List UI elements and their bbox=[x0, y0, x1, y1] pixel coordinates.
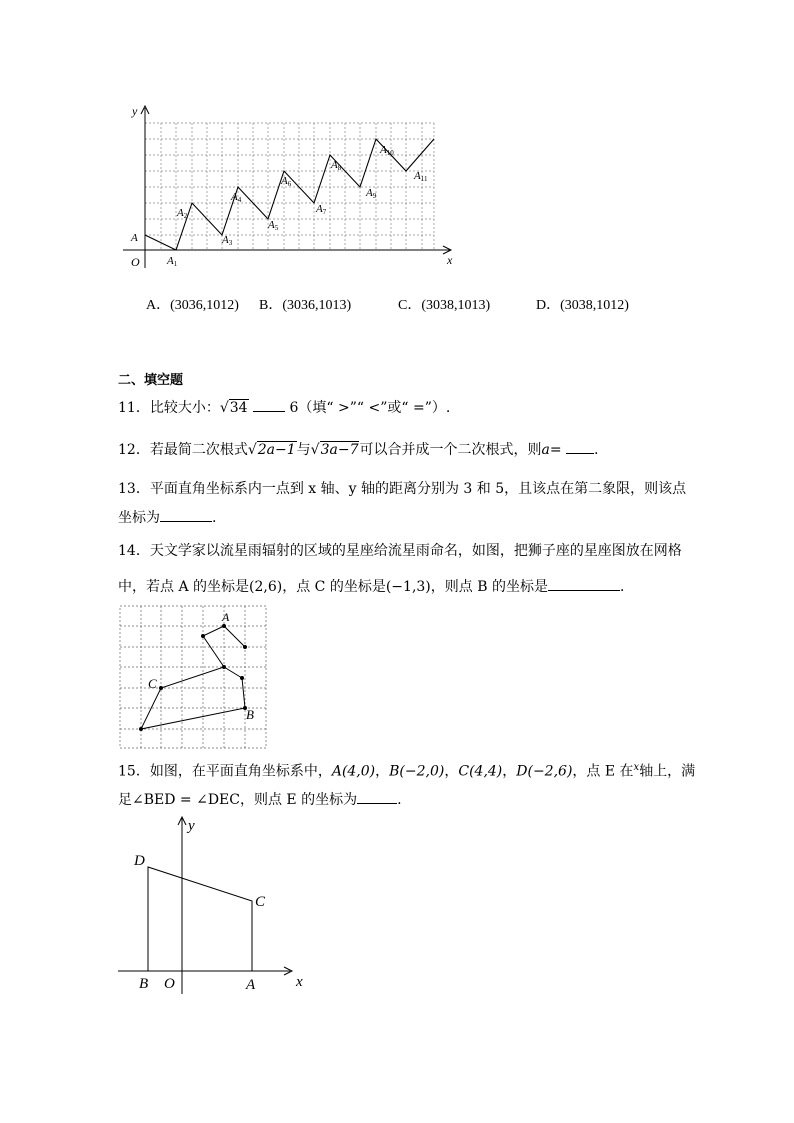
question-15-line1: 15．如图，在平面直角坐标系中，A(4,0)，B(−2,0)，C(4,4)，D(−2,6)，点 E 在$^x$轴上，满 bbox=[118, 762, 696, 780]
point-label-A6: A6 bbox=[281, 175, 292, 188]
question-11: 11．比较大小：√34 6（填“ >”“ <”或“ =”）. bbox=[118, 400, 451, 416]
option-c[interactable]: C．(3038,1013) bbox=[398, 298, 491, 313]
quadrilateral-figure bbox=[118, 812, 308, 994]
answer-blank-12[interactable] bbox=[566, 453, 594, 454]
point-label-A11: A11 bbox=[414, 170, 428, 183]
point-label-A: A bbox=[222, 610, 230, 624]
question-13-line2: 坐标为 . bbox=[118, 510, 217, 526]
section-heading: 二、填空题 bbox=[118, 373, 184, 388]
point-label-C: C bbox=[148, 676, 157, 691]
x-axis-label: x bbox=[296, 974, 303, 990]
point-label-A10: A10 bbox=[380, 144, 394, 157]
origin-label: O bbox=[131, 255, 140, 269]
option-b[interactable]: B．(3036,1013) bbox=[259, 298, 352, 313]
point-label-B: B bbox=[139, 976, 149, 992]
option-a[interactable]: A．(3036,1012) bbox=[146, 298, 239, 313]
question-14-line2: 中，若点 A 的坐标是(2,6)，点 C 的坐标是(−1,3)，则点 B 的坐标是 ． bbox=[118, 579, 634, 595]
staircase-figure bbox=[115, 98, 465, 270]
y-axis-label: y bbox=[132, 104, 138, 118]
point-label-A4: A4 bbox=[231, 191, 242, 204]
answer-blank-14[interactable] bbox=[548, 590, 620, 591]
point-label-A: A bbox=[131, 232, 138, 244]
question-14-line1: 14．天文学家以流星雨辐射的区域的星座给流星雨命名，如图，把狮子座的星座图放在网格 bbox=[118, 543, 682, 559]
point-label-A5: A5 bbox=[268, 219, 279, 232]
option-d[interactable]: D．(3038,1012) bbox=[536, 298, 629, 313]
point-label-A3: A3 bbox=[222, 234, 233, 247]
answer-blank-15[interactable] bbox=[357, 803, 397, 804]
answer-blank-11[interactable] bbox=[253, 411, 285, 412]
constellation-figure bbox=[118, 604, 270, 752]
y-axis-label: y bbox=[188, 818, 195, 834]
question-13-line1: 13．平面直角坐标系内一点到 x 轴、y 轴的距离分别为 3 和 5，且该点在第二象限，则该点 bbox=[118, 481, 687, 497]
point-label-A: A bbox=[246, 977, 256, 993]
question-15-line2: 足∠BED = ∠DEC，则点 E 的坐标为 . bbox=[118, 792, 402, 808]
point-label-D: D bbox=[134, 853, 145, 869]
question-12: 12．若最简二次根式√2a−1与√3a−7可以合并成一个二次根式，则a= . bbox=[118, 442, 599, 458]
point-label-A9: A9 bbox=[366, 187, 377, 200]
point-label-A8: A8 bbox=[331, 159, 342, 172]
point-label-B: B bbox=[246, 707, 254, 722]
point-label-A2: A2 bbox=[177, 207, 188, 220]
x-axis-label: x bbox=[447, 253, 453, 267]
point-label-A7: A7 bbox=[316, 203, 327, 216]
point-label-C: C bbox=[255, 894, 266, 910]
point-label-A1: A1 bbox=[167, 255, 178, 268]
answer-blank-13[interactable] bbox=[160, 521, 212, 522]
origin-label: O bbox=[164, 976, 175, 992]
